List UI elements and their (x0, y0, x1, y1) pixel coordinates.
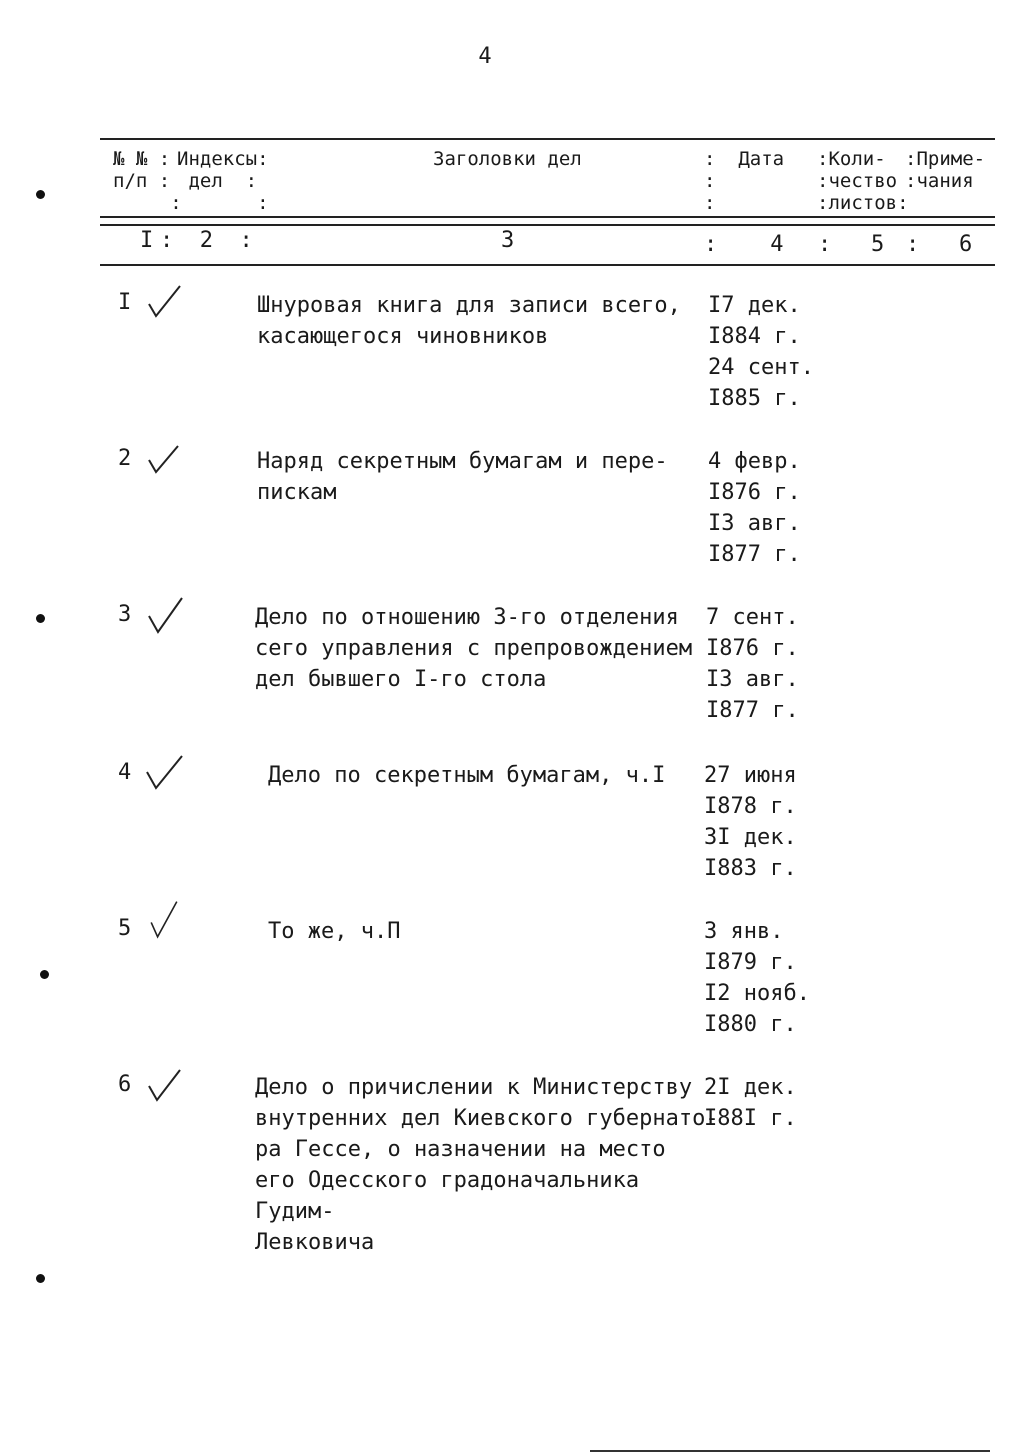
entry-title: Дело о причислении к Министерству внутренних дел Киевского губернато- ра Гессе, о назначении на место его Одесского градоначальника Гудим- Левковича (255, 1075, 719, 1255)
entry-date: 2I дек. I88I г. (704, 1075, 797, 1131)
column-numbers-rule (100, 264, 995, 266)
entry-number: 5 (118, 916, 132, 941)
entry-title: Дело по секретным бумагам, ч.I (268, 763, 666, 788)
header-rule-upper (100, 216, 995, 218)
header-col-notes: :Приме- :чания (905, 148, 986, 192)
entry-number: 2 (118, 446, 132, 471)
checkmark-icon (144, 282, 184, 322)
column-number-3: 3 (501, 228, 515, 253)
header-col-number: № № : п/п : : (113, 148, 182, 214)
column-number-2: : 2 : (160, 228, 253, 253)
checkmark-icon (144, 900, 184, 940)
punch-hole-dot (36, 614, 45, 623)
punch-hole-dot (36, 190, 45, 199)
entry-title: Наряд секретным бумагам и пере- пискам (257, 449, 668, 505)
entry-date: I7 дек. I884 г. 24 сент. I885 г. (708, 293, 814, 411)
entry-date: 4 февр. I876 г. I3 авг. I877 г. (708, 449, 801, 567)
entry-number: 4 (118, 760, 132, 785)
column-number-1: I (140, 228, 154, 253)
header-col-date: : Дата : : (704, 148, 785, 214)
column-number-5: : 5 (818, 232, 885, 257)
punch-hole-dot (40, 970, 49, 979)
column-number-4: : 4 (704, 232, 784, 257)
checkmark-icon (144, 1066, 184, 1106)
table-top-rule (100, 138, 995, 140)
entry-number: I (118, 290, 132, 315)
entry-date: 3 янв. I879 г. I2 нояб. I880 г. (704, 919, 810, 1037)
entry-number: 6 (118, 1072, 132, 1097)
checkmark-icon (144, 596, 184, 636)
entry-title: То же, ч.П (268, 919, 401, 944)
checkmark-icon (144, 752, 184, 792)
entry-date: 27 июня I878 г. 3I дек. I883 г. (704, 763, 797, 881)
header-col-index: Индексы: дел : : (177, 148, 269, 214)
entry-title: Дело по отношению 3-го отделения сего управления с препровождением дел бывшего I-го стола (255, 605, 693, 692)
entry-number: 3 (118, 602, 132, 627)
punch-hole-dot (36, 1274, 45, 1283)
column-number-6: : 6 (906, 232, 973, 257)
entry-title: Шнуровая книга для записи всего, касающегося чиновников (257, 293, 681, 349)
page-number: 4 (478, 44, 492, 69)
page-bottom-rule (590, 1450, 990, 1452)
header-col-title: Заголовки дел (433, 148, 582, 170)
checkmark-icon (144, 440, 184, 480)
header-rule-lower (100, 224, 995, 226)
header-col-sheets: :Коли- :чество :листов: (817, 148, 909, 214)
entry-date: 7 сент. I876 г. I3 авг. I877 г. (706, 605, 799, 723)
